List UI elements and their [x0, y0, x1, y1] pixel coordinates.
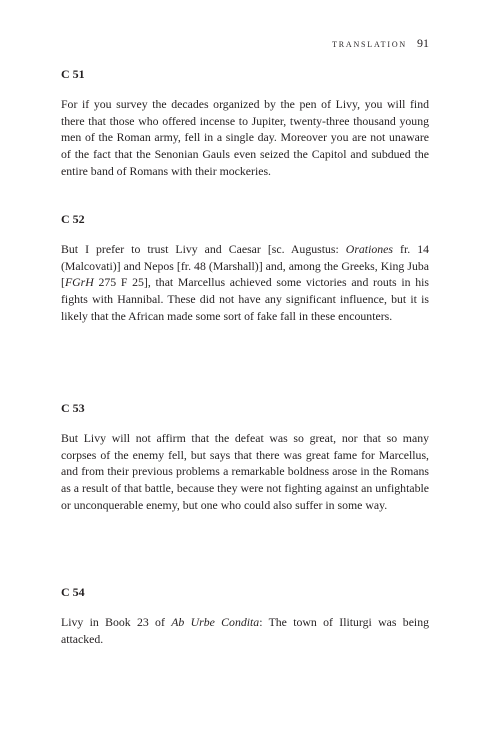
section-label: C 52: [61, 212, 85, 226]
italic-work-title: Ab Urbe Condita: [171, 615, 260, 629]
section-c53: [61, 400, 429, 514]
italic-work-title: FGrH: [64, 275, 94, 290]
italic-work-title: Orationes: [345, 242, 393, 256]
section-label: C 54: [61, 585, 85, 599]
text-segment: Livy in Book 23 of: [61, 615, 172, 629]
section-c51: [61, 66, 429, 180]
section-label: C 53: [61, 401, 85, 415]
running-head-title: translation: [332, 38, 407, 50]
page-number: 91: [417, 36, 429, 50]
section-body: [61, 241, 429, 325]
section-body: [61, 614, 429, 647]
section-c52: [61, 211, 429, 325]
running-head: [332, 36, 429, 51]
text-segment: 275 F 25], that Marcellus achieved some victories and routs in his fights with Hannibal. These did not have any significant influence, but it is likely that the African made some sort of fake fall in these encounters.: [61, 275, 429, 323]
text-segment: fr. 14 (Malcovati)] and Nepos [fr. 48 (Marshall)] and, among the Greeks, King Juba [: [61, 242, 429, 290]
text-segment: : The town of Iliturgi was being attacked.: [61, 615, 430, 646]
section-body: [61, 430, 429, 514]
section-body: [61, 96, 429, 180]
section-label: C 51: [61, 67, 85, 81]
text-segment: For if you survey the decades organized by the pen of Livy, you will find there that those who offered incense to Jupiter, twenty-three thousand young men of the Roman army, fell in a single day. Moreover you are not unaware of the fact that the Senonian Gauls even seized the Capitol and subdued the entire band of Romans with their mockeries.: [61, 97, 429, 178]
text-segment: But Livy will not affirm that the defeat was so great, nor that so many corpses of the enemy fell, but says that there was great fame for Marcellus, and from their previous problems a remarkable boldness arose in the Romans as a result of that battle, because they were not fighting against an unfightable or unconquerable enemy, but one who could also suffer in some way.: [61, 431, 429, 512]
text-segment: But I prefer to trust Livy and Caesar [sc. Augustus:: [61, 242, 346, 256]
section-c54: [61, 584, 429, 647]
